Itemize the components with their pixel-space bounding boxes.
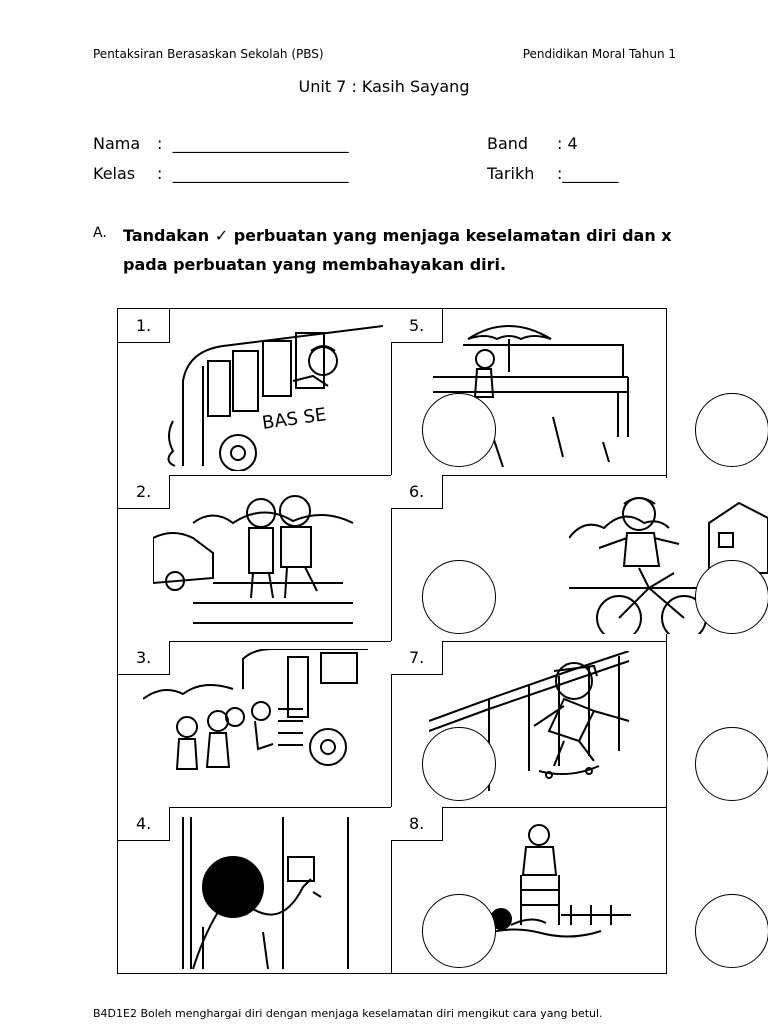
answer-circle-3[interactable] — [695, 727, 768, 801]
answer-circle-5[interactable] — [422, 393, 496, 467]
bus-label: BAS SE — [260, 404, 328, 434]
tarikh-label: Tarikh — [487, 164, 535, 183]
section-letter: A. — [93, 225, 107, 241]
exercise-grid — [117, 308, 667, 974]
switch-illustration — [173, 817, 373, 969]
answer-circle-8[interactable] — [422, 894, 496, 968]
item-number: 6. — [391, 475, 443, 509]
kelas-field[interactable]: : ______________________ — [157, 164, 349, 183]
item-number: 7. — [391, 641, 443, 675]
item-number: 4. — [118, 807, 170, 841]
crossing-illustration — [153, 483, 358, 633]
item-number: 8. — [391, 807, 443, 841]
item-cell-3 — [118, 641, 392, 808]
item-cell-2 — [118, 475, 392, 642]
answer-circle-2[interactable] — [695, 560, 768, 634]
instruction-text — [123, 221, 683, 279]
bus-window-illustration — [163, 321, 383, 471]
band-value: : 4 — [557, 134, 578, 153]
item-cell-4 — [118, 807, 392, 974]
answer-circle-6[interactable] — [422, 560, 496, 634]
answer-circle-7[interactable] — [422, 727, 496, 801]
answer-circle-1[interactable] — [695, 393, 768, 467]
tarikh-field[interactable]: :_______ — [557, 164, 619, 183]
band-label: Band — [487, 134, 529, 153]
swimming-illustration — [481, 815, 661, 967]
boarding-bus-illustration — [143, 649, 368, 799]
answer-circle-4[interactable] — [695, 894, 768, 968]
instruction-part1: Tandakan — [123, 226, 210, 245]
instruction-part2: perbuatan yang menjaga keselamatan diri dan x pada perbuatan yang membahayakan diri. — [123, 226, 672, 274]
nama-field[interactable]: : ______________________ — [157, 134, 349, 153]
item-number: 1. — [118, 309, 170, 343]
kelas-label: Kelas — [93, 164, 136, 183]
item-number: 3. — [118, 641, 170, 675]
item-cell-1 — [118, 309, 392, 476]
header-left: Pentaksiran Berasaskan Sekolah (PBS) — [93, 47, 324, 61]
page-title: Unit 7 : Kasih Sayang — [298, 77, 470, 96]
footer-text: B4D1E2 Boleh menghargai diri dengan menjaga keselamatan diri mengikut cara yang betul. — [93, 1007, 603, 1020]
item-number: 2. — [118, 475, 170, 509]
header-right: Pendidikan Moral Tahun 1 — [522, 47, 676, 61]
item-number: 5. — [391, 309, 443, 343]
nama-label: Nama — [93, 134, 141, 153]
check-icon: ✓ — [214, 226, 229, 245]
